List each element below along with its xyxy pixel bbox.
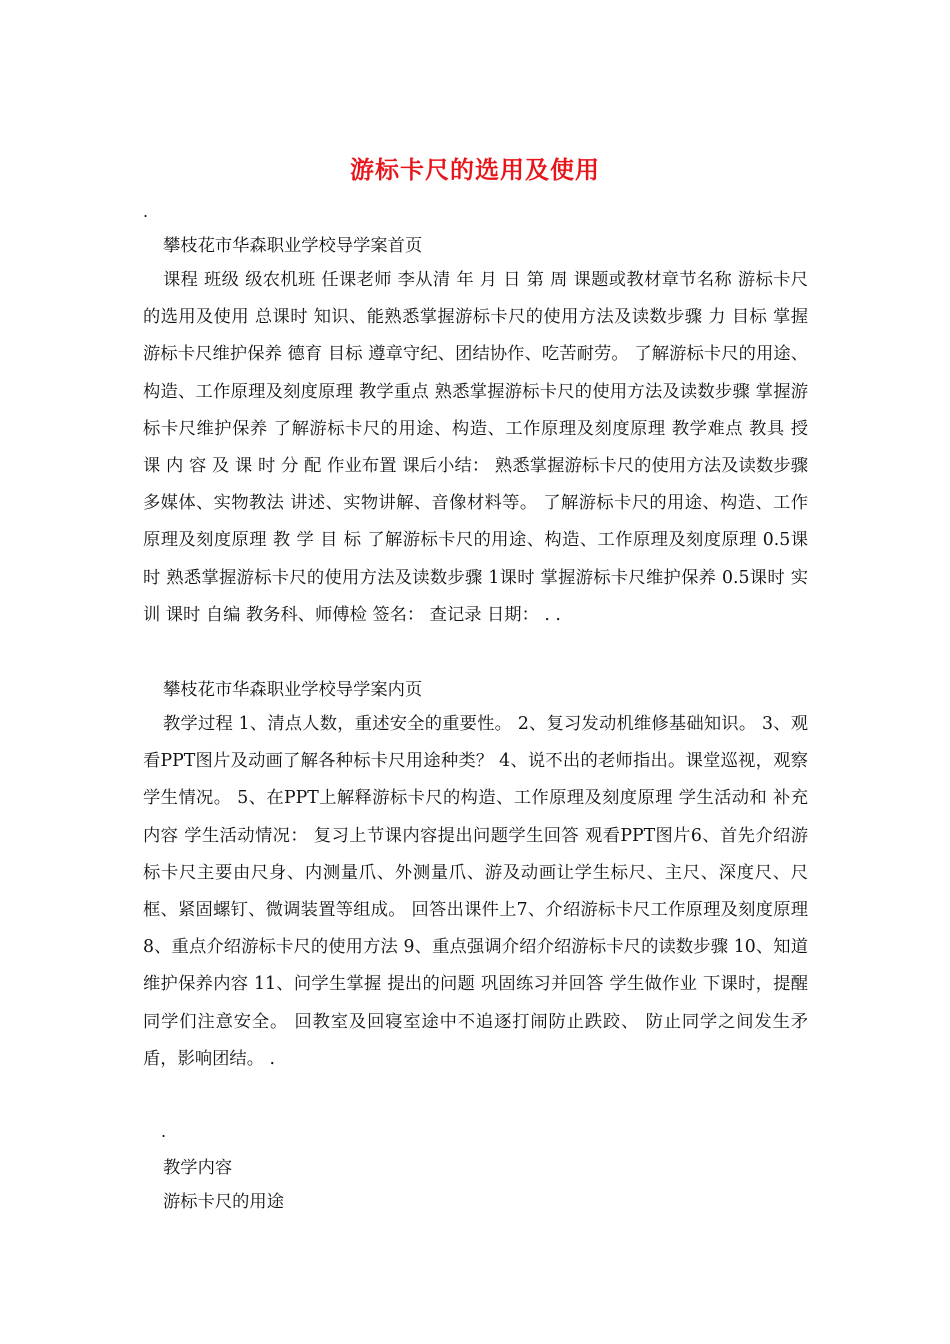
paragraph-home-page: 课程 班级 级农机班 任课老师 李从清 年 月 日 第 周 课题或教材章节名称 游标卡尺的选用及使用 总课时 知识、能熟悉掌握游标卡尺的使用方法及读数步骤 力 目标 掌握游标卡尺维护保养 德育 目标 遵章守纪、团结协作、吃苦耐劳。 了解游标卡尺的用途、构造、工作原理及刻度原理 教学重点 熟悉掌握游标卡尺的使用方法及读数步骤 掌握游标卡尺维护保养 了解游标卡尺的用途、构造、工作原理及刻度原理 教学难点 教具 授 课 内 容 及 课 时 分 配 作业布置 课后小结： 熟悉掌握游标卡尺的使用方法及读数步骤 多媒体、实物教法 讲述、实物讲解、音像材料等。 了解游标卡尺的用途、构造、工作原理及刻度原理 教 学 目 标 了解游标卡尺的用途、构造、工作原理及刻度原理 0.5课时 熟悉掌握游标卡尺的使用方法及读数步骤 1课时 掌握游标卡尺维护保养 0.5课时 实训 课时 自编 教务科、师傅检 签名： 查记录 日期： . . [143, 270, 808, 625]
section-heading-teaching-content: 教学内容 [163, 1158, 233, 1178]
document-title: 游标卡尺的选用及使用 [350, 155, 600, 184]
heading-inner-page: 攀枝花市华森职业学校导学案内页 [163, 680, 423, 700]
heading-home-page: 攀枝花市华森职业学校导学案首页 [163, 236, 423, 256]
separator-dot: . [143, 202, 149, 221]
paragraph-inner-page: 教学过程 1、清点人数，重述安全的重要性。 2、复习发动机维修基础知识。 3、观看PPT图片及动画了解各种标卡尺用途种类？ 4、说不出的老师指出。课堂巡视，观察学生情况。 5、在PPT上解释游标卡尺的构造、工作原理及刻度原理 学生活动和 补充内容 学生活动情况： 复习上节课内容提出问题学生回答 观看PPT图片6、首先介绍游标卡尺主要由尺身、内测量爪、外测量爪、游及动画让学生标尺、主尺、深度尺、尺框、紧固螺钉、微调装置等组成。 回答出课件上7、介绍游标卡尺工作原理及刻度原理 8、重点介绍游标卡尺的使用方法 9、重点强调介绍介绍游标卡尺的读数步骤 10、知道维护保养内容 11、问学生掌握 提出的问题 巩固练习并回答 学生做作业 下课时，提醒同学们注意安全。 回教室及回寝室途中不追逐打闹防止跌跤、 防止同学之间发生矛盾，影响团结。 . [143, 714, 808, 1069]
section-heading-caliper-use: 游标卡尺的用途 [163, 1192, 284, 1212]
separator-dot: . [161, 1122, 167, 1141]
